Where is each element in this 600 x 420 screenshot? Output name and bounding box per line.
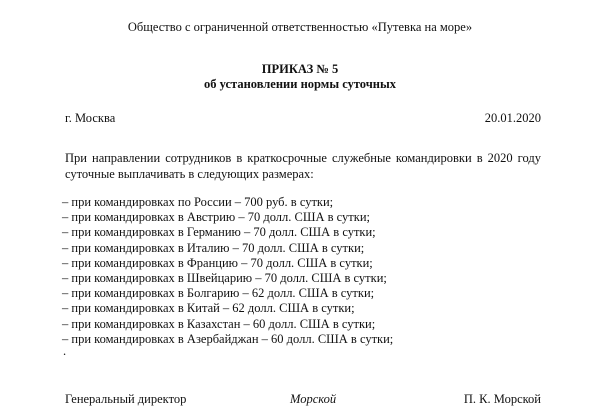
list-item: – при командировках в Италию – 70 долл. США в сутки; (62, 240, 365, 255)
order-city: г. Москва (65, 111, 116, 125)
signatory-name: П. К. Морской (463, 392, 541, 406)
order-title: ПРИКАЗ № 5 (261, 62, 339, 76)
signatory-role: Генеральный директор (65, 392, 187, 406)
list-item: – при командировках в Германию – 70 долл. США в сутки; (62, 225, 376, 240)
list-item: – при командировках в Францию – 70 долл. США в сутки; (62, 255, 373, 270)
per-diem-rates-list (62, 195, 393, 347)
list-item: – при командировках в Азербайджан – 60 долл. США в сутки; (62, 331, 394, 346)
list-item: – при командировках в Австрию – 70 долл. США в сутки; (62, 210, 370, 225)
order-intro-paragraph: При направлении сотрудников в краткосрочные служебные командировки в 2020 году суточные выплачивать в следующих размерах: (65, 151, 541, 181)
order-subject: об установлении нормы суточных (203, 77, 396, 91)
order-date: 20.01.2020 (484, 111, 541, 125)
list-item: – при командировках в Болгарию – 62 долл. США в сутки; (62, 286, 375, 301)
trailing-mark: . (63, 344, 67, 358)
handwritten-signature: Морской (290, 392, 337, 406)
list-item: – при командировках в Швейцарию – 70 долл. США в сутки; (62, 271, 387, 286)
order-header (0, 62, 600, 92)
list-item: – при командировках в Казахстан – 60 долл. США в сутки; (62, 316, 376, 331)
list-item: – при командировках в Китай – 62 долл. США в сутки; (62, 301, 355, 316)
list-item: – при командировках по России – 700 руб. в сутки; (62, 195, 334, 209)
organization-name: Общество с ограниченной ответственностью «Путевка на море» (127, 20, 473, 34)
